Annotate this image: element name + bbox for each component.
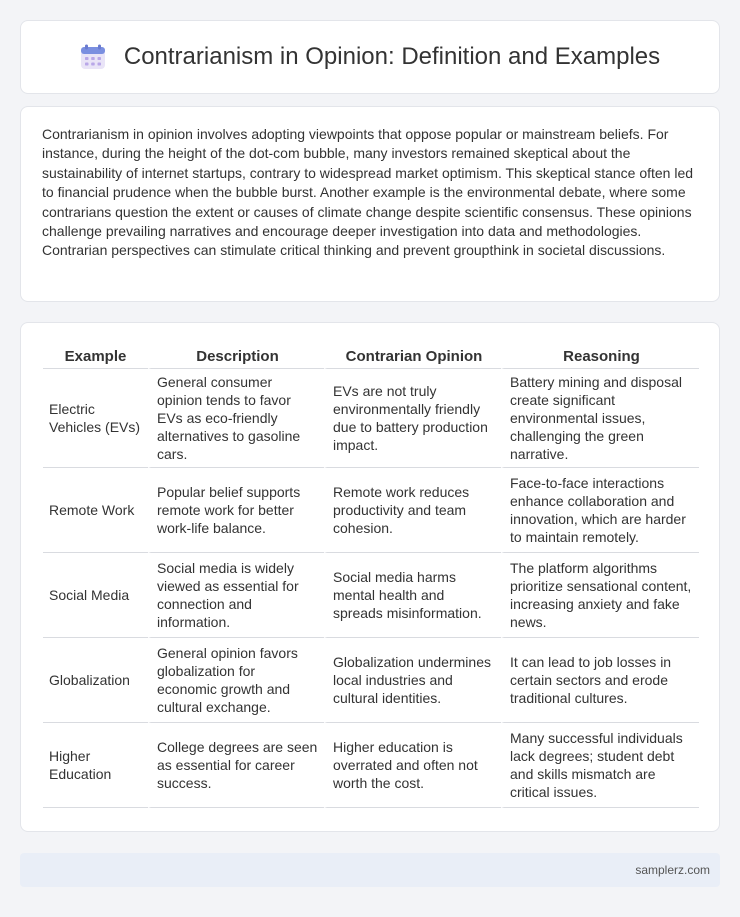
- table-row: [43, 638, 699, 723]
- cell-description: College degrees are seen as essential for career success.: [148, 723, 324, 808]
- intro-paragraph: Contrarianism in opinion involves adopting viewpoints that oppose popular or mainstream beliefs. For instance, during the height of the dot-com bubble, many investors remained skeptical about the sustainability of internet startups, contrary to widespread market optimism. This skeptical stance often led to financial prudence when the bubble burst. Another example is the environmental debate, where some contrarians question the extent or causes of climate change despite scientific consensus. These opinions challenge prevailing narratives and encourage deeper investigation into data and methodologies. Contrarian perspectives can stimulate critical thinking and prevent groupthink in societal discussions.: [42, 126, 694, 259]
- cell-example: Remote Work: [43, 468, 148, 553]
- table-row: [43, 553, 699, 638]
- cell-contrarian-opinion: EVs are not truly environmentally friendly due to battery production impact.: [324, 369, 501, 468]
- table-row: [43, 468, 699, 553]
- footer-bar: [20, 853, 720, 887]
- cell-reasoning: It can lead to job losses in certain sectors and erode traditional cultures.: [501, 638, 699, 723]
- cell-example: Social Media: [43, 553, 148, 638]
- cell-description: General opinion favors globalization for economic growth and cultural exchange.: [148, 638, 324, 723]
- table-row: [43, 723, 699, 808]
- cell-contrarian-opinion: Social media harms mental health and spreads misinformation.: [324, 553, 501, 638]
- cell-reasoning: Battery mining and disposal create significant environmental issues, challenging the green narrative.: [501, 369, 699, 468]
- cell-contrarian-opinion: Higher education is overrated and often not worth the cost.: [324, 723, 501, 808]
- cell-example: Electric Vehicles (EVs): [43, 369, 148, 468]
- cell-description: Popular belief supports remote work for better work-life balance.: [148, 468, 324, 553]
- footer-source: samplerz.com: [635, 863, 710, 877]
- title-wrap: [80, 43, 660, 71]
- header-contrarian-opinion: Contrarian Opinion: [324, 341, 501, 369]
- examples-table: [43, 341, 699, 808]
- cell-contrarian-opinion: Remote work reduces productivity and team cohesion.: [324, 468, 501, 553]
- table-card: [20, 322, 720, 832]
- cell-description: General consumer opinion tends to favor EVs as eco-friendly alternatives to gasoline cars.: [148, 369, 324, 468]
- header-card: [20, 20, 720, 94]
- cell-example: Globalization: [43, 638, 148, 723]
- header-example: Example: [43, 341, 148, 369]
- cell-description: Social media is widely viewed as essential for connection and information.: [148, 553, 324, 638]
- table-row: [43, 369, 699, 468]
- cell-reasoning: The platform algorithms prioritize sensational content, increasing anxiety and fake news.: [501, 553, 699, 638]
- calendar-icon: [80, 44, 106, 70]
- cell-contrarian-opinion: Globalization undermines local industries and cultural identities.: [324, 638, 501, 723]
- cell-reasoning: Many successful individuals lack degrees; student debt and skills mismatch are critical issues.: [501, 723, 699, 808]
- header-description: Description: [148, 341, 324, 369]
- cell-example: Higher Education: [43, 723, 148, 808]
- header-reasoning: Reasoning: [501, 341, 699, 369]
- intro-card: [20, 106, 720, 302]
- cell-reasoning: Face-to-face interactions enhance collaboration and innovation, which are harder to maintain remotely.: [501, 468, 699, 553]
- table-header-row: [43, 341, 699, 369]
- page-title: Contrarianism in Opinion: Definition and Examples: [123, 43, 661, 70]
